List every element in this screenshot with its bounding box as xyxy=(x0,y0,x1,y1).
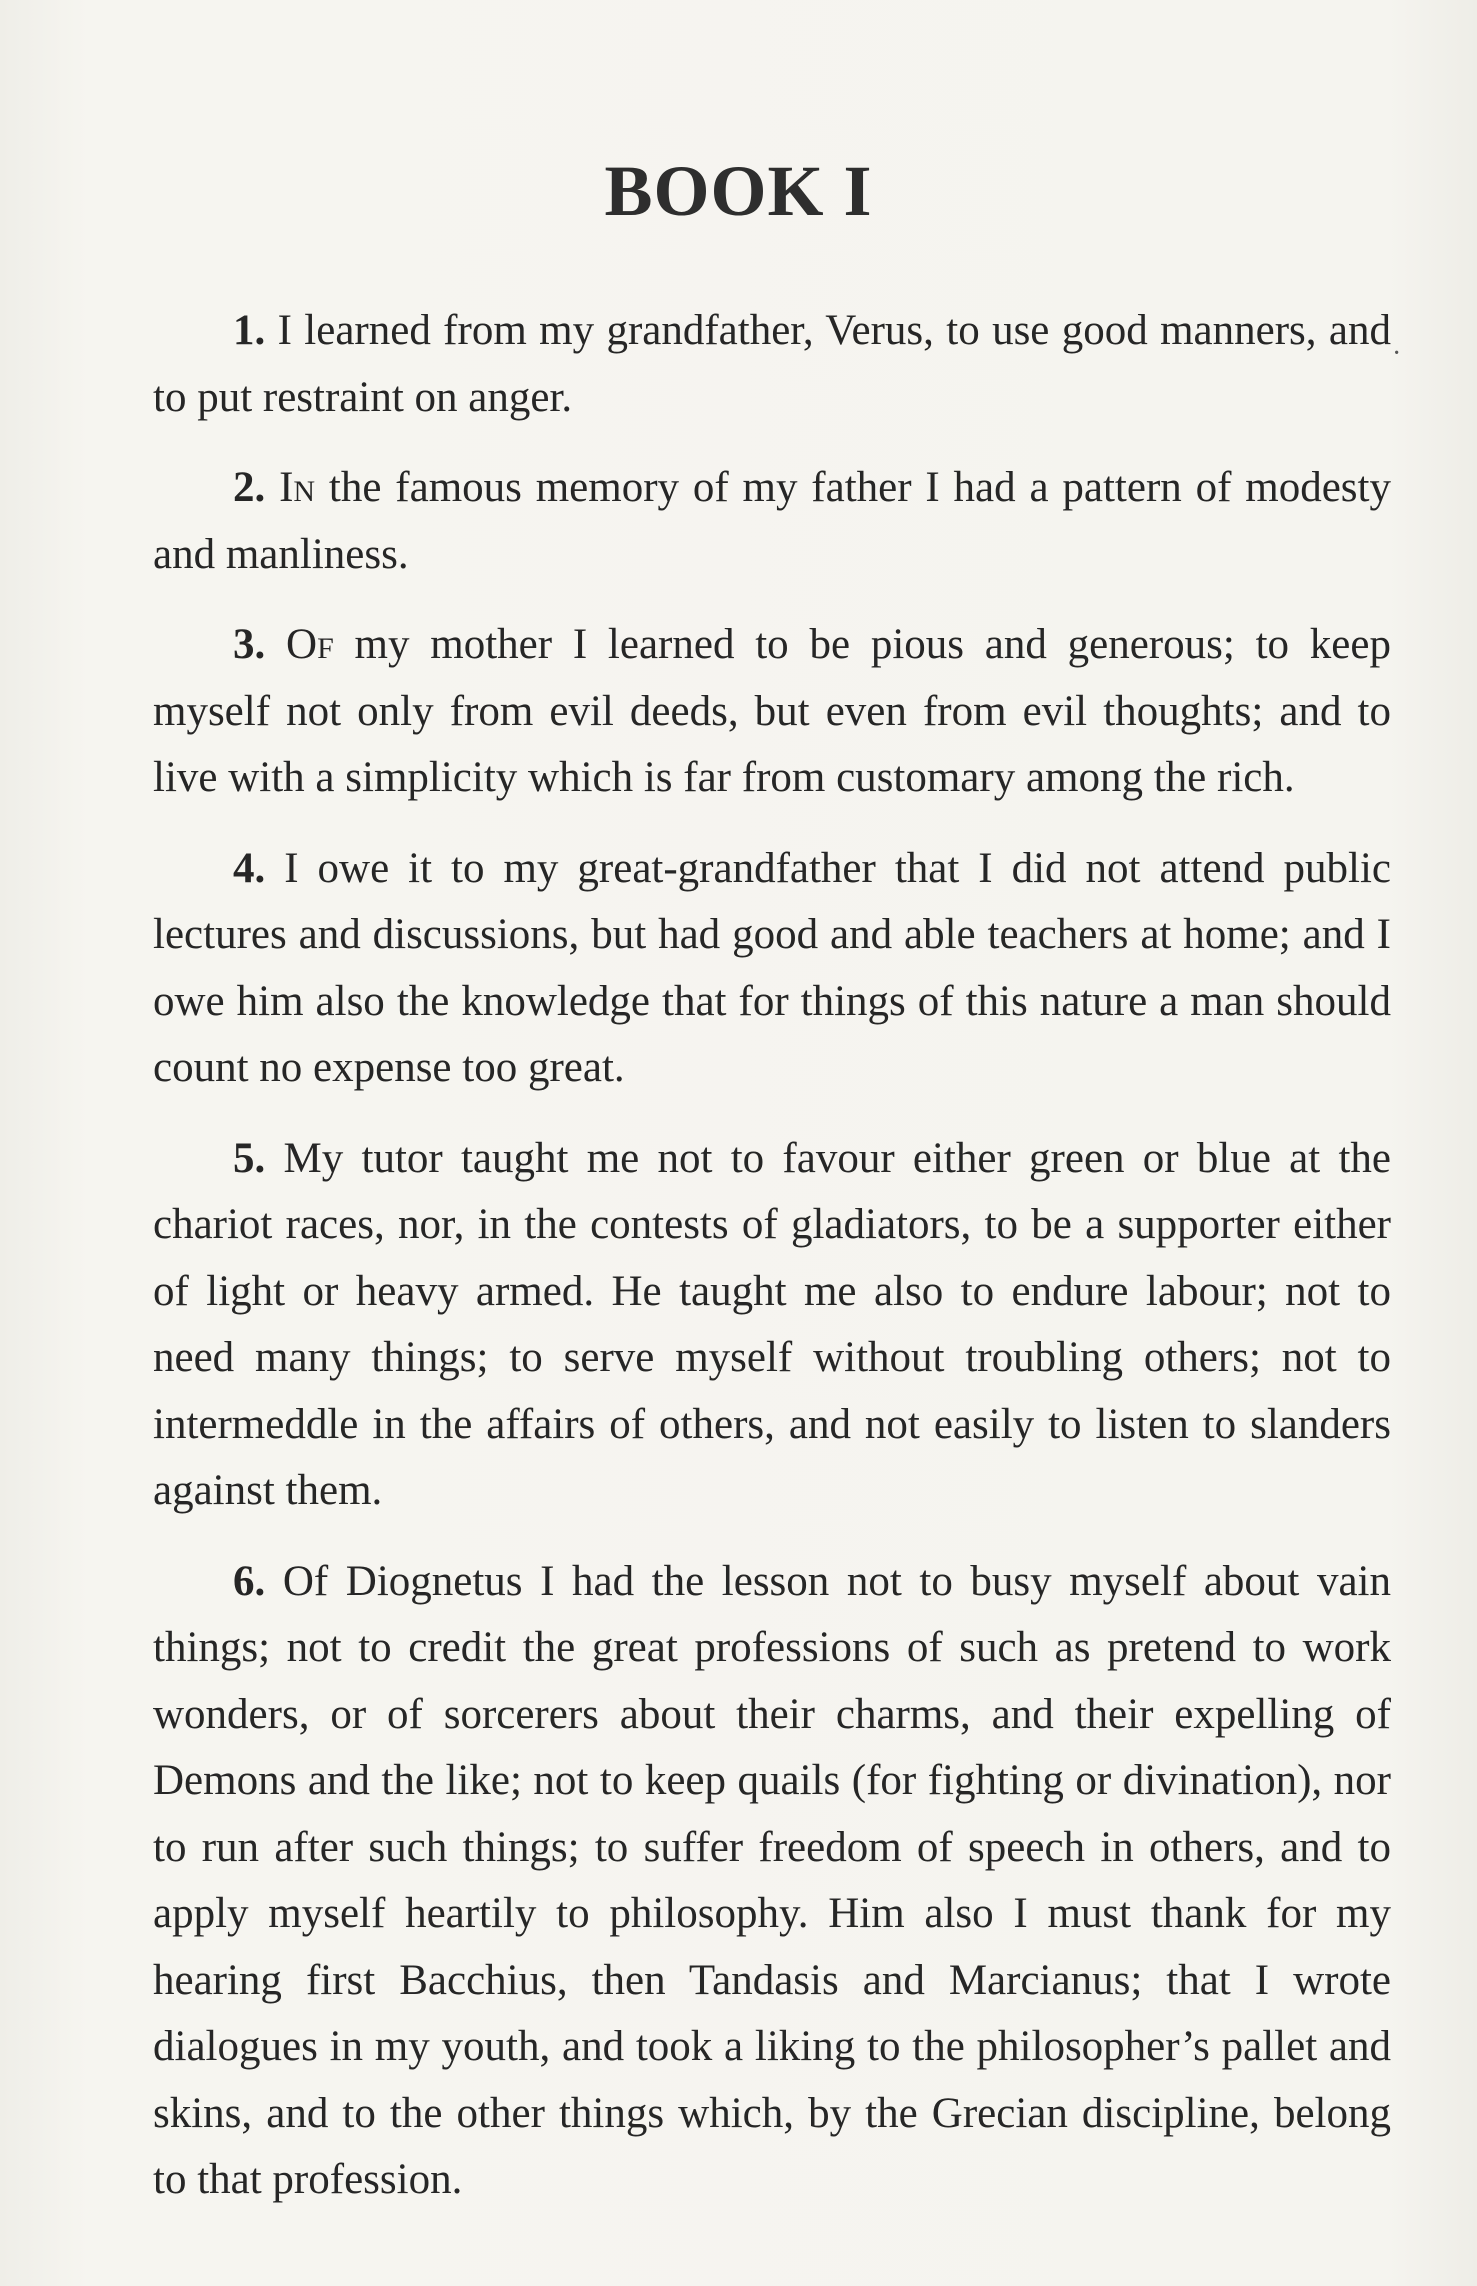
paragraph-text: I learned from my grandfather, Verus, to use good manners, and to put restraint on anger. xyxy=(153,307,1391,421)
paragraph-number: 2. xyxy=(233,464,266,511)
paragraph-3 xyxy=(153,612,1391,812)
paragraph-text: I owe it to my great-grandfather that I did not attend public lectures and discussions, but had good and able teachers at home; and I owe him also the knowledge that for things of this nature a man should count no expense too great. xyxy=(153,844,1391,1091)
book-title: BOOK I xyxy=(604,151,873,231)
paragraph-number: 1. xyxy=(233,307,266,354)
stray-mark: · xyxy=(1392,338,1402,369)
paragraph-4 xyxy=(153,836,1391,1102)
paragraph-text: Of Diognetus I had the lesson not to busy myself about vain things; not to credit the great professions of such as pretend to work wonders, or of sorcerers about their charms, and their expelling of Demons and the like; not to keep quails (for fighting or divination), nor to run after such things; to suffer freedom of speech in others, and to apply myself heartily to philosophy. Him also I must thank for my hearing first Bacchius, then Tandasis and Marcianus; that I wrote dialogues in my youth, and took a liking to the philosopher’s pallet and skins, and to the other things which, by the Grecian discipline, belong to that profession. xyxy=(153,1557,1391,2203)
paragraph-2 xyxy=(153,455,1391,588)
paragraph-number: 5. xyxy=(233,1134,266,1182)
paragraph-lead: Of xyxy=(265,621,334,668)
paragraph-number: 6. xyxy=(233,1557,266,1605)
paragraph-text: My tutor taught me not to favour either green or blue at the chariot races, nor, in the contests of gladiators, to be a supporter either of light or heavy armed. He taught me also to endure labour; not to need many things; to serve myself without troubling others; not to intermeddle in the affairs of others, and not easily to listen to slanders against them. xyxy=(153,1134,1391,1514)
paragraph-5 xyxy=(153,1126,1391,1525)
paragraph-text: my mother I learned to be pious and generous; to keep myself not only from evil deeds, but even from evil thoughts; and to live with a simplicity which is far from customary among the rich. xyxy=(153,621,1391,801)
paragraph-text: the famous memory of my father I had a pattern of modesty and manliness. xyxy=(153,464,1391,578)
paragraph-lead: In xyxy=(265,464,316,511)
page-body xyxy=(153,298,1391,2238)
paragraph-number: 3. xyxy=(233,621,266,668)
paragraph-6 xyxy=(153,1549,1391,2214)
paragraph-1 xyxy=(153,298,1391,431)
paragraph-number: 4. xyxy=(233,844,266,892)
